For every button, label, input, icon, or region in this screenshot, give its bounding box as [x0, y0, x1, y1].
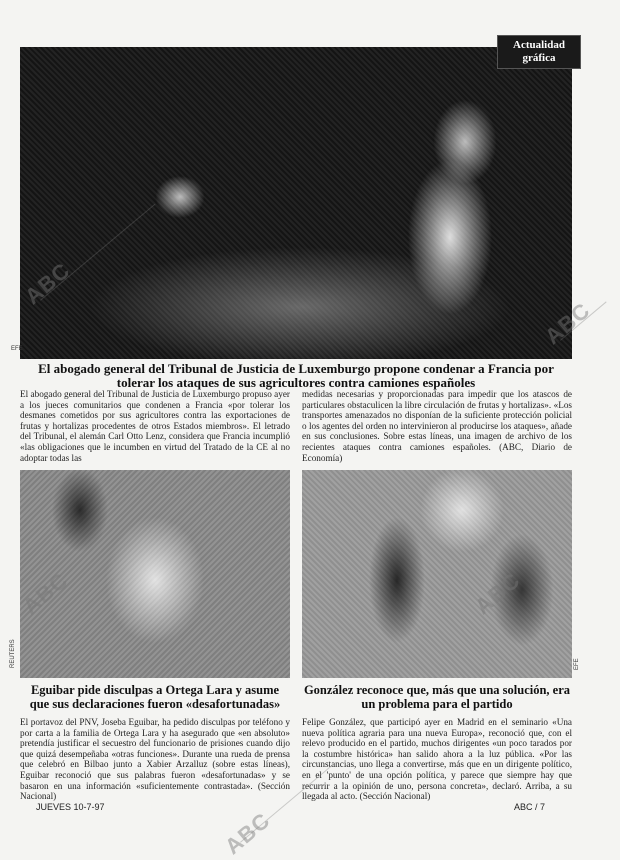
watermark: ABC	[220, 807, 275, 860]
watermark: ABC	[18, 567, 73, 620]
right-story-body: Felipe González, que participó ayer en Madrid en el seminario «Una nueva política agraria para una nueva Europa», reconoció que, con el relevo producido en el partido, muchos dirigentes «un poco tarados por la costumbre histórica» han salido ahora a la luz pública. «Por las circunstancias, uno llega a convertirse, más que en un dirigente político, en el 'punto' de una opción política, y parece que siempre hay que recurrir a la opinión de uno, persona concreta», declaró. Arriba, a su llegada al acto. (Sección Nacional)	[302, 717, 572, 802]
watermark: ABC	[540, 297, 595, 350]
top-photo-credit: EFE	[11, 346, 23, 352]
left-story-headline: Eguibar pide disculpas a Ortega Lara y asume que sus declaraciones fueron «desafortunadas»	[29, 683, 281, 711]
left-story-body: El portavoz del PNV, Joseba Eguibar, ha pedido disculpas por teléfono y por carta a la familia de Ortega Lara y ha asegurado que «en absoluto» pretendía justificar el secuestro del funcionario de prisiones cuando dijo que quizá desempeñaba «otras funciones». Durante una rueda de prensa que celebró en Bilbao junto a Xabier Arzalluz (sobre estas líneas), Eguibar reconoció que sus palabras fueron «desafortunadas» y se basaron en una información «suficientemente contrastada». (Sección Nacional)	[20, 717, 290, 802]
footer-page-number: ABC / 7	[514, 802, 546, 812]
section-badge	[497, 35, 581, 69]
left-photo-credit: REUTERS	[10, 639, 16, 668]
top-story-headline: El abogado general del Tribunal de Justicia de Luxemburgo propone condenar a Francia por tolerar los ataques de sus agricultores contra camiones españoles	[38, 361, 554, 390]
section-badge-line2: gráfica	[522, 52, 556, 64]
section-badge-line1: Actualidad	[513, 39, 565, 51]
top-story-body-right: medidas necesarias y proporcionadas para impedir que los atascos de particulares obstaculicen la libre circulación de frutas y hortalizas». «Los transportes amenazados no disponían de la suficiente protección policial o los agentes del orden no intervinieron al producirse los ataques», añade en sus conclusiones. Sobre estas líneas, una imagen de archivo de los recientes ataques contra camiones españoles. (ABC, Diario de Economía)	[302, 389, 572, 463]
top-story-body-left: El abogado general del Tribunal de Justicia de Luxemburgo propuso ayer a los jueces comunitarios que condenen a Francia «por tolerar los desmanes cometidos por sus agricultores contra las exportaciones de frutas y hortalizas procedentes de otros Estados miembros». El letrado del Tribunal, el alemán Carl Otto Lenz, considera que Francia incumplió «las obligaciones que le incumben en virtud del Tratado de la CE al no adoptar todas las	[20, 389, 290, 463]
footer-date: JUEVES 10-7-97	[36, 802, 105, 812]
right-photo-credit: EFE	[574, 658, 580, 670]
watermark: ABC	[20, 257, 75, 310]
watermark: ABC	[470, 567, 525, 620]
gonzalez-photo	[302, 470, 572, 678]
right-story-headline: González reconoce que, más que una solución, era un problema para el partido	[303, 683, 571, 711]
top-news-photo	[20, 47, 572, 359]
